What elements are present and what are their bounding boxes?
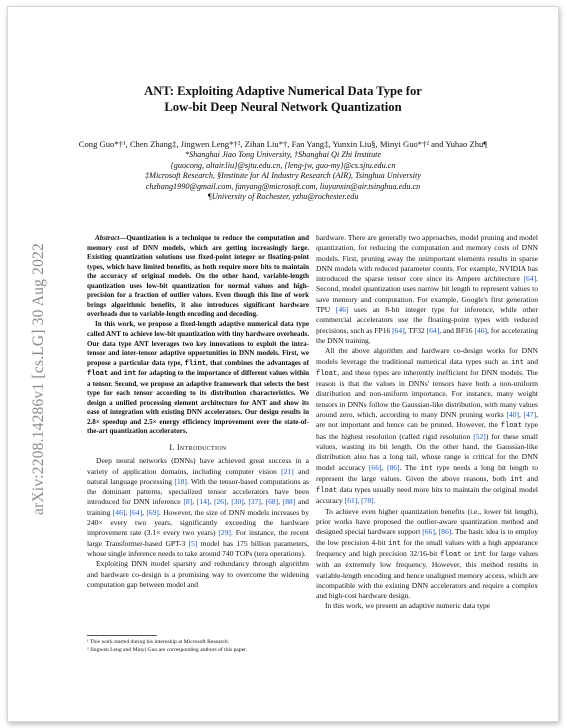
text-run: . [373,496,376,506]
text-run: for the small values with a high appearance frequency and high precision 32/16-bit [316,537,538,558]
intro-paragraph-2: Exploiting DNN model sparsity and redundancy through algorithm and hardware co-design is a promising way to overcome the widening computation gap between model and [87,559,309,589]
text-run: type needs a long bit length to represent the large values. Given the above reasons, both [316,462,538,483]
text-run: . For instance, the recent large Transformer-based GPT-3 [87,528,309,548]
text-run: , [434,527,439,537]
citation-link[interactable]: [46] [112,507,126,517]
code-term: float [316,487,338,496]
footnote-1: ¹ This work started during his internship at Microsoft Research. [87,639,230,645]
left-column [87,234,309,590]
abstract-paragraph-2: In this work, we propose a fixed-length adaptive numerical data type called ANT to achieve low-bit quantization with tiny hardware overheads. Our data type ANT leverages two key innovations to exploit the intra-tensor and inter-tensor adaptive opportunities in DNN models. First, we propose a particular data type, flint, that combines the advantages of float and int for adapting to the importance of different values within a tensor. Second, we propose an adaptive framework that selects the best type for each tensor according to its distribution characteristics. We design a unified processing element architecture for ANT and show its ease of integration with existing DNN accelerators. Our design results in 2.8× speedup and 2.5× energy efficiency improvement over the state-of-the-art quantization accelerators. [87,320,310,436]
text-run: , for accelerating the DNN training. [316,325,538,345]
affiliation-1: *Shanghai Jiao Tong University, †Shanghai Qi Zhi Institute [184,150,382,160]
text-run: hardware. There are generally two approaches, model pruning and model quantization, for reducing the computation and memory costs of DNN models. First, pruning away the unimportant elements results in sparse DNN models with reduced parameter counts. For example, NVIDIA has introduced the sparse tensor core since its Ampere architecture [316,233,538,284]
text-run: . The [399,462,421,472]
citation-link[interactable]: [64] [523,274,537,284]
citation-link[interactable]: [86] [438,527,452,537]
affiliation-3: ¶University of Rochester, yzhu@rochester.edu [207,192,359,202]
text-run: and training [87,497,309,517]
abstract-paragraph-1: Abstract—Quantization is a technique to reduce the computation and memory cost of DNN models, which are getting increasingly large. Existing quantization solutions use fixed-point integer or floating-point types, which have limited benefits, as both require more bits to maintain the accuracy of original models. On the other hand, variable-length quantization uses low-bit quantization for normal values and high-precision for a fraction of outlier values. Even though this line of work brings algorithmic benefits, it also introduces significant hardware overheads due to variable-length encoding and decoding. [87,234,309,319]
citation-link[interactable]: [66] [368,462,382,472]
citation-link[interactable]: [66] [422,527,435,537]
introduction-body [87,456,309,590]
text-run: , [142,507,147,517]
right-paragraph-4: In this work, we present an adaptive numeric data type [325,601,491,611]
right-paragraph-2 [316,346,538,506]
text-run: , and BF16 [439,325,475,335]
code-term: int [473,550,487,559]
code-term: int [388,539,401,548]
right-column [316,233,538,612]
text-run: . With the tensor-based computations as the dominant patterns, specialized tensor accelerators have been introduced for DNN inference [87,476,309,507]
citation-link[interactable]: [29] [218,528,231,538]
text-run: . Second, model quantization uses narrow bit length to represent values to save memory and computation. For example, Google's first generation TPU [316,274,538,315]
text-run: . However, the size of DNN models increases by 240× every two years, significantly exceeding the hardware improvement rate (3.1× every two years) [87,507,309,538]
title-line-2: Low-bit Deep Neural Network Quantization [164,100,402,114]
citation-link[interactable]: [26] [214,497,227,507]
code-term: float [440,550,462,559]
intro-paragraph-1 [87,456,309,559]
citation-link[interactable]: [64] [426,325,440,335]
citation-link[interactable]: [8] [183,497,193,507]
citation-link[interactable]: [61] [344,496,358,506]
citation-link[interactable]: [46] [335,305,349,315]
text-run: type has the highest resolution (called rigid resolution [316,420,538,441]
footnote-rule [87,635,157,636]
citation-link[interactable]: [64] [129,507,143,517]
text-run: , [226,497,232,507]
text-run: , [260,497,266,507]
text-run: To achieve even higher quantization benefits (i.e., lower bit length), prior works have proposed the outlier-aware quantization method and designed special hardware support [316,506,538,537]
text-run: or [461,548,474,558]
code-term: int [420,464,434,473]
emails-1: {guocong, altair.liu}@sjtu.edu.cn, {leng-jw, guo-my}@cs.sjtu.edu.cn [170,160,396,170]
citation-link[interactable]: [37] [248,497,261,507]
text-run: , TF32 [404,325,427,335]
text-run: , [519,410,524,420]
text-run: model has 175 billion parameters, whose single inference needs to take around 740 TOPs (tera operations). [87,538,309,558]
citation-link[interactable]: [64] [392,325,405,335]
citation-link[interactable]: [68] [265,497,279,507]
code-term: float [316,369,338,378]
citation-link[interactable]: [86] [386,462,400,472]
text-run: , [192,497,197,507]
citation-link[interactable]: [30] [231,497,244,507]
citation-link[interactable]: [18] [174,476,187,486]
citation-link[interactable]: [40] [506,410,520,420]
text-run: All the above algorithm and hardware co-design works for DNN models leverage the traditional numerical data types such as [316,346,538,366]
text-run: Deep neural networks (DNNs) have achieved great success in a variety of application domains, including computer vision [87,456,309,476]
abstract [87,234,309,437]
section-heading-introduction: I. Introduction [169,442,227,452]
text-run: , [381,462,387,472]
citation-link[interactable]: [47] [523,410,537,420]
text-run: , are not important and hence can be pruned. However, the [316,410,538,430]
text-run: data types usually need more bits to maintain the original model accuracy [316,485,538,506]
text-run: , [209,497,214,507]
right-paragraph-3 [316,507,538,602]
citation-link[interactable]: [52] [473,431,486,441]
abstract-label: Abstract [95,234,120,242]
emails-2: chzhang1990@gmail.com, fanyang@microsoft.com, liuyunxin@air.tsinghua.edu.cn [145,181,421,191]
title-line-1: ANT: Exploiting Adaptive Numerical Data Type for [144,84,422,98]
text-run: for large values with an extremely low frequency. However, this method results in variable-length encoding and hence unaligned memory access, which are incompatible with the existing DNN accelerators and require a complex and high-cost hardware design. [316,548,539,601]
text-run: and [522,473,538,483]
footnote-2: ² Jingwen Leng and Minyi Guo are corresponding authors of this paper. [87,646,248,653]
author-block [8,139,558,203]
paper-page [7,6,559,722]
footnotes [87,635,309,654]
affiliation-2: ‡Microsoft Research, §Institute for AI Industry Research (AIR), Tsinghua University [145,171,421,181]
code-term: float [500,422,523,431]
text-run: , [125,507,130,517]
text-run: , [357,496,362,506]
citation-link[interactable]: [21] [281,466,294,476]
author-names: Cong Guo*†¹, Chen Zhang‡, Jingwen Leng*†², Zihan Liu*†, Fan Yang‡, Yunxin Liu§, Minyi Guo*†² and Yuhao Zhu¶ [78,139,488,149]
citation-link[interactable]: [78] [361,496,374,506]
text-run: , and these types are inherently inefficient for DNN models. The reason is that the values in DNNs' tensors have both a non-uniform distribution and non-uniform importance. For instance, many weight tensors in DNNs follow the Gaussian-like distribution, with many values around zero, which, according to many DNN pruning works [316,367,538,420]
citation-link[interactable]: [88] [282,497,296,507]
text-run: and [523,356,538,366]
text-run: , [278,497,283,507]
text-run: , [243,497,249,507]
arxiv-identifier-stamp: arXiv:2208.14286v1 [cs.LG] 30 Aug 2022 [30,243,47,515]
citation-link[interactable]: [5] [188,538,198,548]
code-term: int [511,358,524,367]
text-run: . The basic idea is to employ the low precision 4-bit [316,527,538,547]
text-run: uses an 8-bit integer type for inference, while other commercial accelerators use the floating-point types with reduced precisions, such as FP16 [316,305,538,335]
paper-title [8,83,558,115]
citation-link[interactable]: [46] [474,325,488,335]
right-paragraph-1 [316,233,538,346]
citation-link[interactable]: [69] [146,507,159,517]
text-run: ) for these small values, wasting its bit length. On the other hand, the Gaussian-like distribution also has a long tail, whose range is critical for the DNN model accuracy [316,431,538,472]
code-term: int [510,475,523,484]
text-run: and natural language processing [87,466,309,486]
citation-link[interactable]: [14] [196,497,210,507]
